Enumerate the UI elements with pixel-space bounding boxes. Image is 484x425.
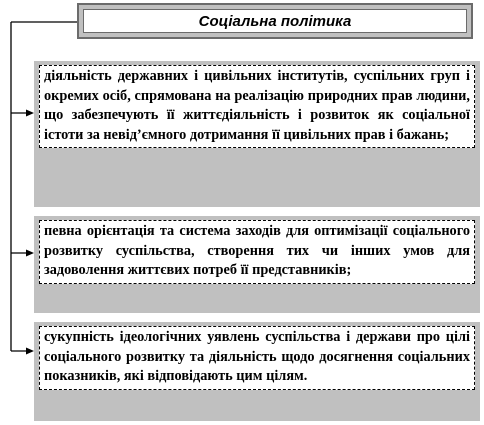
definition-text-2: певна орієнтація та система заходів для оптимізації соціального розвитку суспільства, створення тих чи інших умов для задоволення життєвих потреб її представників; (44, 223, 470, 279)
title-box (77, 3, 473, 39)
arrowhead-2 (26, 250, 34, 257)
definition-box-2 (34, 216, 480, 313)
definition-text-3: сукупність ідеологічних уявлень суспільства і держави про цілі соціального розвитку та діяльність щодо досягнення соціальних показників, які відповідають цим цілям. (44, 329, 470, 385)
definition-inner-1 (39, 65, 475, 148)
definition-inner-3 (39, 326, 475, 390)
title-inner (83, 9, 467, 33)
definition-inner-2 (39, 220, 475, 284)
definition-text-1: діяльність державних і цивільних інститутів, суспільних груп і окремих осіб, спрямована на реалізацію природних прав людини, що забезпечують її життєдіяльність і розвиток як соціальної істоти за невід’ємного дотримання її цивільних прав і бажань; (44, 68, 470, 143)
definition-box-1 (34, 61, 480, 207)
definition-box-3 (34, 322, 480, 421)
arrowhead-3 (26, 348, 34, 355)
diagram-title: Соціальна політика (198, 12, 352, 30)
arrowhead-1 (26, 110, 34, 117)
